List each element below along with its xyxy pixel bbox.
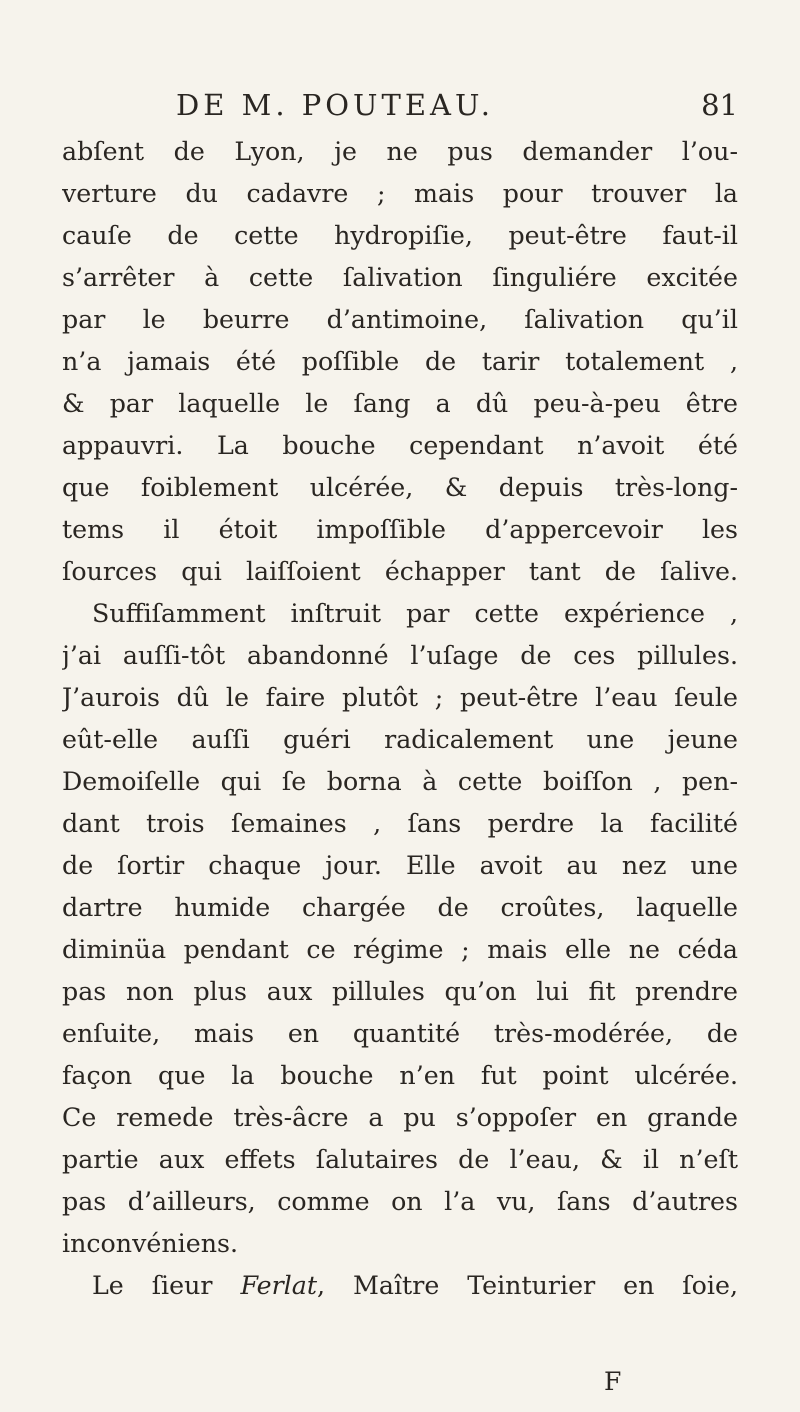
page-number: 81 <box>701 88 738 122</box>
text-line-last <box>62 1265 738 1307</box>
text-line: & par laquelle le ſang a dû peu-à-peu être <box>62 389 738 418</box>
text-line: ſources qui laiſſoient échapper tant de ſalive. <box>62 557 738 586</box>
text-line: cauſe de cette hydropiſie, peut-être faut-il <box>62 221 738 250</box>
body-text <box>62 131 738 1307</box>
text-line: Ce remede très-âcre a pu s’oppoſer en grande <box>62 1103 738 1132</box>
text-line: par le beurre d’antimoine, ſalivation qu’il <box>62 305 738 334</box>
text-line: tems il étoit impoſſible d’appercevoir les <box>62 515 738 544</box>
text-line: n’a jamais été poſſible de tarir totalement , <box>62 347 738 376</box>
text-line: eût-elle auſſi guéri radicalement une jeune <box>62 725 738 754</box>
text-line: Demoiſelle qui ſe borna à cette boiſſon , pen- <box>62 767 738 796</box>
text-line: enſuite, mais en quantité très-modérée, de <box>62 1019 738 1048</box>
text-line: j’ai auſſi-tôt abandonné l’uſage de ces pillules. <box>62 641 738 670</box>
signature-mark: F <box>604 1367 622 1396</box>
text-line: appauvri. La bouche cependant n’avoit été <box>62 431 738 460</box>
text-line: dant trois ſemaines , ſans perdre la facilité <box>62 809 738 838</box>
text-line: que foiblement ulcérée, & depuis très-long- <box>62 473 738 502</box>
text-line: s’arrêter à cette ſalivation ſinguliére excitée <box>62 263 738 292</box>
italic-name: Ferlat <box>240 1271 318 1300</box>
text-line: dartre humide chargée de croûtes, laquelle <box>62 893 738 922</box>
text-line: pas non plus aux pillules qu’on lui fit prendre <box>62 977 738 1006</box>
text-line: abſent de Lyon, je ne pus demander l’ou- <box>62 137 738 166</box>
running-head <box>62 84 738 124</box>
text-line: inconvéniens. <box>62 1229 239 1258</box>
text-line: verture du cadavre ; mais pour trouver la <box>62 179 738 208</box>
last-line-end: , Maître Teinturier en ſoie, <box>317 1271 738 1300</box>
text-line: partie aux effets ſalutaires de l’eau, & il n’eſt <box>62 1145 738 1174</box>
last-line-start: Le ſieur <box>92 1271 241 1300</box>
text-line: façon que la bouche n’en fut point ulcérée. <box>62 1061 738 1090</box>
running-head-title: DE M. POUTEAU. <box>176 88 494 122</box>
text-line: J’aurois dû le faire plutôt ; peut-être l’eau ſeule <box>62 683 738 712</box>
text-line: de ſortir chaque jour. Elle avoit au nez une <box>62 851 738 880</box>
text-line: Suffiſamment inſtruit par cette expérience , <box>92 599 738 628</box>
text-line: pas d’ailleurs, comme on l’a vu, ſans d’autres <box>62 1187 738 1216</box>
text-line: diminüa pendant ce régime ; mais elle ne céda <box>62 935 738 964</box>
